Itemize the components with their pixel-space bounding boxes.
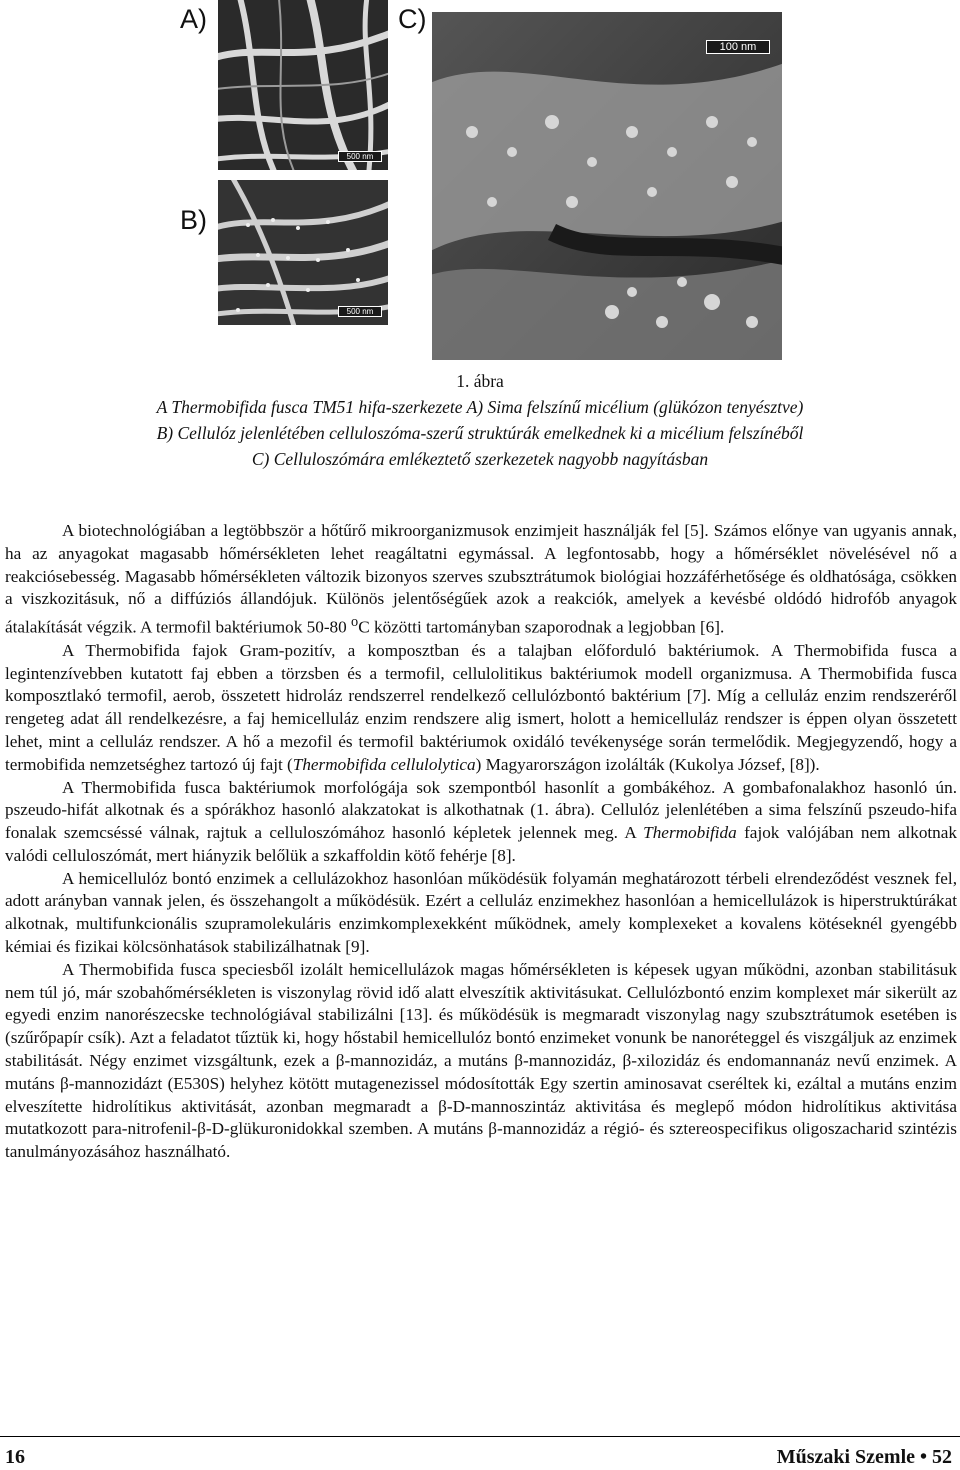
panel-label-b: B) — [180, 205, 207, 235]
paragraph — [5, 640, 957, 777]
scale-bar-c: 100 nm — [706, 40, 770, 54]
paragraph — [5, 777, 957, 868]
paragraph-text: fajok valójában nem alkotnak valódi celluloszómát, mert hiányzik belőlük a szkaffoldin kötő fehérje [8]. — [5, 823, 958, 865]
caption-number: 1. ábra — [456, 371, 504, 391]
paragraph-text: Thermobifida cellulolytica — [292, 754, 476, 774]
scale-bar-b: 500 nm — [338, 306, 382, 317]
caption-line-3: C) Celluloszómára emlékeztető szerkezetek nagyobb nagyításban — [251, 449, 709, 469]
paragraph-text: o — [351, 614, 359, 631]
micrograph-c — [432, 12, 782, 360]
page-number: 16 — [5, 1446, 25, 1468]
paragraph-text: ) Magyarországon izolálták (Kukolya József, [8]). — [475, 754, 820, 774]
figure-caption — [0, 368, 960, 472]
micrograph-b — [218, 180, 388, 325]
paragraph-text: C közötti tartományban szaporodnak a legjobban [6]. — [358, 617, 725, 637]
paragraph-text: A biotechnológiában a legtöbbször a hőtűrő mikroorganizmusok enzimjeit használják fel [5]. Számos előnye van ugyanis annak, ha az anyagokat magasabb hőmérsékleten lehet reagáltatni egymással. A legfontosabb, hogy a hőmérséklet növelésével nő a reakciósebesség. Magasabb hőmérsékleten változik bizonyos szerves szubsztrátumok biológiai hozzáférhetősége és oldhatósága, csökken a viszkozitásuk, nő a diffúziós állandójuk. Különös jelentőségűek azok a reakciók, amelyek a kevésbé oldódó hidrofób anyagok átalakítását végzik. A termofil baktériumok 50-80 — [5, 521, 957, 637]
paragraph — [5, 959, 957, 1164]
caption-line-2: B) Cellulóz jelenlétében celluloszóma-szerű struktúrák emelkednek ki a micélium felszínéből — [156, 423, 804, 443]
figure-1 — [0, 0, 960, 370]
body-text — [5, 520, 957, 1164]
paragraph-text: Thermobifida — [643, 823, 737, 843]
paragraph-text: A Thermobifida fajok Gram-pozitív, a komposztban és a talajban előforduló baktériumok. A Thermobifida fusca a legintenzívebben kutatott faj ebben a törzsben és a termofil, cellulolitikus baktériumok modell organizmusa. A Thermobifida fusca komposztlakó termofil, aerob, összetett hidroláz rendszerrel rendelkező cellulózbontó baktérium [7]. Míg a celluláz enzim rendszeréről rengeteg adat áll rendelkezésre, a faj hemicelluláz enzim rendszere alig ismert, holott a hemicelluláz rendszer is éppen olyan összetett lehet, mint a celluláz rendszer. A hő a mezofil és termofil baktériumok oxidáló tevékenysége során termelődik. Megjegyzendő, hogy a termobifida nemzetséghez tartozó új fajt ( — [5, 640, 957, 774]
scale-bar-a: 500 nm — [338, 151, 382, 162]
paragraph — [5, 868, 957, 959]
paragraph-text: A hemicellulóz bontó enzimek a cellulázokhoz hasonlóan működésük folyamán meghatározott térbeli elrendeződést vesznek fel, adott arányban vannak jelen, és összehangolt a működésük. Ezért a celluláz enzimekhez hasonlóan a hemicellulázok is hiperstruktúrákat alkotnak, multifunkcionális szupramolekuláris enzimkomplexekként működnek, amely komplexeket a kovalens kötéseknél gyengébb kémiai és fizikai kölcsönhatások stabilizálhatnak [9]. — [5, 868, 957, 957]
paragraph-text: A Thermobifida fusca speciesből izolált hemicellulázok magas hőmérsékleten is képesek ugyan működni, azonban stabilitásuk nem túl jó, már szobahőmérsékleten is viszonylag rövid idő alatt elveszítik aktivitásukat. Cellulózbontó enzim komplexet már sikerült az egyedi enzim nanorészecske technológiával stabilizálni [13]. és működésük is megmaradt viszonylag nagy szubsztrátumok esetében is (szűrőpapír csík). Azt a feladatot tűztük ki, hogy hőstabil hemicellulóz bontó enzimeket vonunk be nanoréteggel és viszgáljuk az enzimek stabilitását. Négy enzimet vizsgáltunk, ezek a β-mannozidáz, a mutáns β-mannozidáz, β-xilozidáz és endomannanáz nevű enzimek. A mutáns β-mannozidázt (E530S) helyhez kötött mutagenezissel módosították Egy szertin aminosavat cseréltek ki, ezáltal a mutáns enzim elveszítette hidrolítikus aktivitását, azonban megmaradt a β-D-mannoszintáz aktivitása és meglepő módon hidrolítikus aktivitása mutatkozott para-nitrofenil-β-D-glükuronidokkal szemben. A mutáns β-mannozidáz a régió- és sztereospecifikus oligoszacharid szintézis tanulmányozásához használható. — [5, 959, 957, 1162]
caption-line-1: A Thermobifida fusca TM51 hifa-szerkezete A) Sima felszínű micélium (glükózon tenyésztve) — [156, 397, 804, 417]
journal-name: Műszaki Szemle • 52 — [776, 1446, 952, 1468]
paragraph-text: A Thermobifida fusca baktériumok morfológája sok szempontból hasonlít a gombákéhoz. A gombafonalakhoz hasonló ún. pszeudo-hifát alkotnak és a spórákhoz hasonló alakzatokat is alkothatnak (1. ábra). Cellulóz jelenlétében a sima felszínű pszeudo-hifa fonalak szemcséssé válnak, rajtuk a celluloszómához hasonló képletek jelennek meg. A — [5, 777, 957, 843]
footer-rule — [0, 1436, 960, 1437]
panel-label-a: A) — [180, 4, 207, 34]
panel-label-c: C) — [398, 4, 427, 34]
paragraph — [5, 520, 957, 640]
micrograph-a — [218, 0, 388, 170]
